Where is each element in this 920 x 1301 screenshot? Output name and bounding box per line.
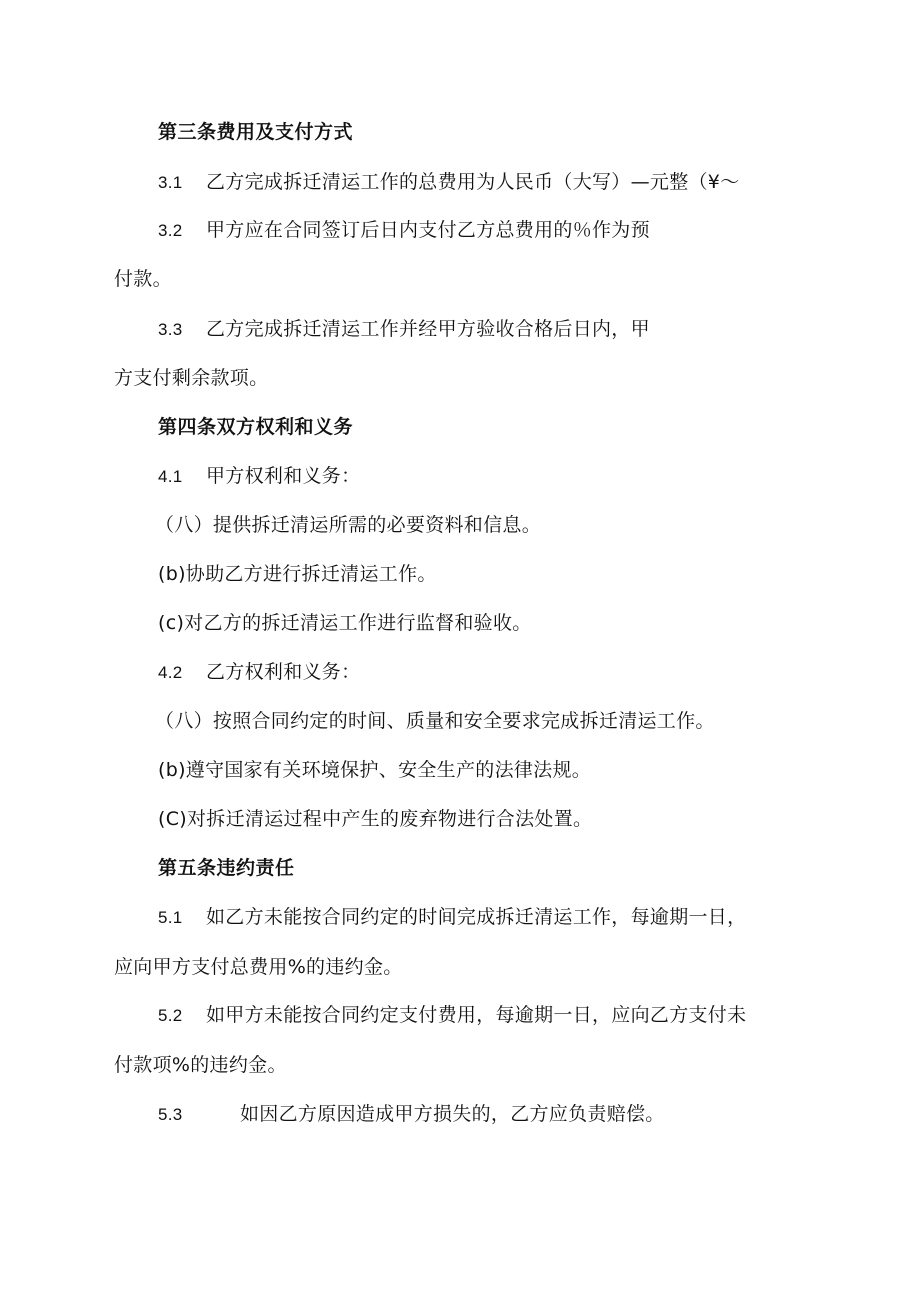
clause-text: 如因乙方原因造成甲方损失的，乙方应负责赔偿。: [240, 1103, 665, 1125]
clause-text: 乙方完成拆迁清运工作的总费用为人民币（大写）—元整（¥～: [206, 171, 740, 193]
clause-number: 3.3: [158, 320, 183, 339]
clause-number: 4.2: [158, 663, 183, 682]
list-item: (b)协助乙方进行拆迁清运工作。: [158, 563, 437, 585]
clause-5-2-continuation: 付款项%的违约金。: [114, 1054, 287, 1076]
list-item: (C)对拆迁清运过程中产生的废弃物进行合法处置。: [158, 808, 593, 830]
clause-3-2-continuation: 付款。: [114, 268, 172, 290]
clause-5-2: [158, 1002, 746, 1029]
clause-number: 5.3: [158, 1105, 183, 1124]
article-4-heading: 第四条双方权利和义务: [158, 416, 354, 438]
clause-5-3: [158, 1101, 665, 1128]
list-item: (b)遵守国家有关环境保护、安全生产的法律法规。: [158, 759, 592, 781]
clause-text: 乙方完成拆迁清运工作并经甲方验收合格后日内，甲: [206, 318, 650, 340]
list-item: （八）按照合同约定的时间、质量和安全要求完成拆迁清运工作。: [155, 710, 715, 732]
clause-text: 如乙方未能按合同约定的时间完成拆迁清运工作，每逾期一日，: [206, 906, 747, 928]
clause-3-3: [158, 316, 650, 343]
article-5-heading: 第五条违约责任: [158, 857, 295, 879]
list-item: (c)对乙方的拆迁清运工作进行监督和验收。: [158, 612, 532, 634]
clause-number: 5.1: [158, 908, 183, 927]
clause-4-1: [158, 463, 360, 490]
clause-number: 3.2: [158, 221, 183, 240]
clause-3-2: [158, 217, 650, 244]
clause-5-1-continuation: 应向甲方支付总费用%的违约金。: [114, 956, 403, 978]
clause-text: 甲方应在合同签订后日内支付乙方总费用的％作为预: [206, 219, 650, 241]
clause-number: 5.2: [158, 1006, 183, 1025]
clause-text: 乙方权利和义务：: [206, 661, 361, 683]
clause-3-3-continuation: 方支付剩余款项。: [114, 367, 269, 389]
clause-text: 如甲方未能按合同约定支付费用，每逾期一日，应向乙方支付未: [206, 1004, 747, 1026]
clause-number: 4.1: [158, 467, 183, 486]
clause-4-2: [158, 659, 360, 686]
clause-number: 3.1: [158, 173, 183, 192]
clause-text: 甲方权利和义务：: [206, 465, 361, 487]
list-item: （八）提供拆迁清运所需的必要资料和信息。: [155, 514, 542, 536]
clause-5-1: [158, 904, 746, 931]
article-3-heading: 第三条费用及支付方式: [158, 121, 354, 143]
clause-3-1: [158, 169, 740, 196]
